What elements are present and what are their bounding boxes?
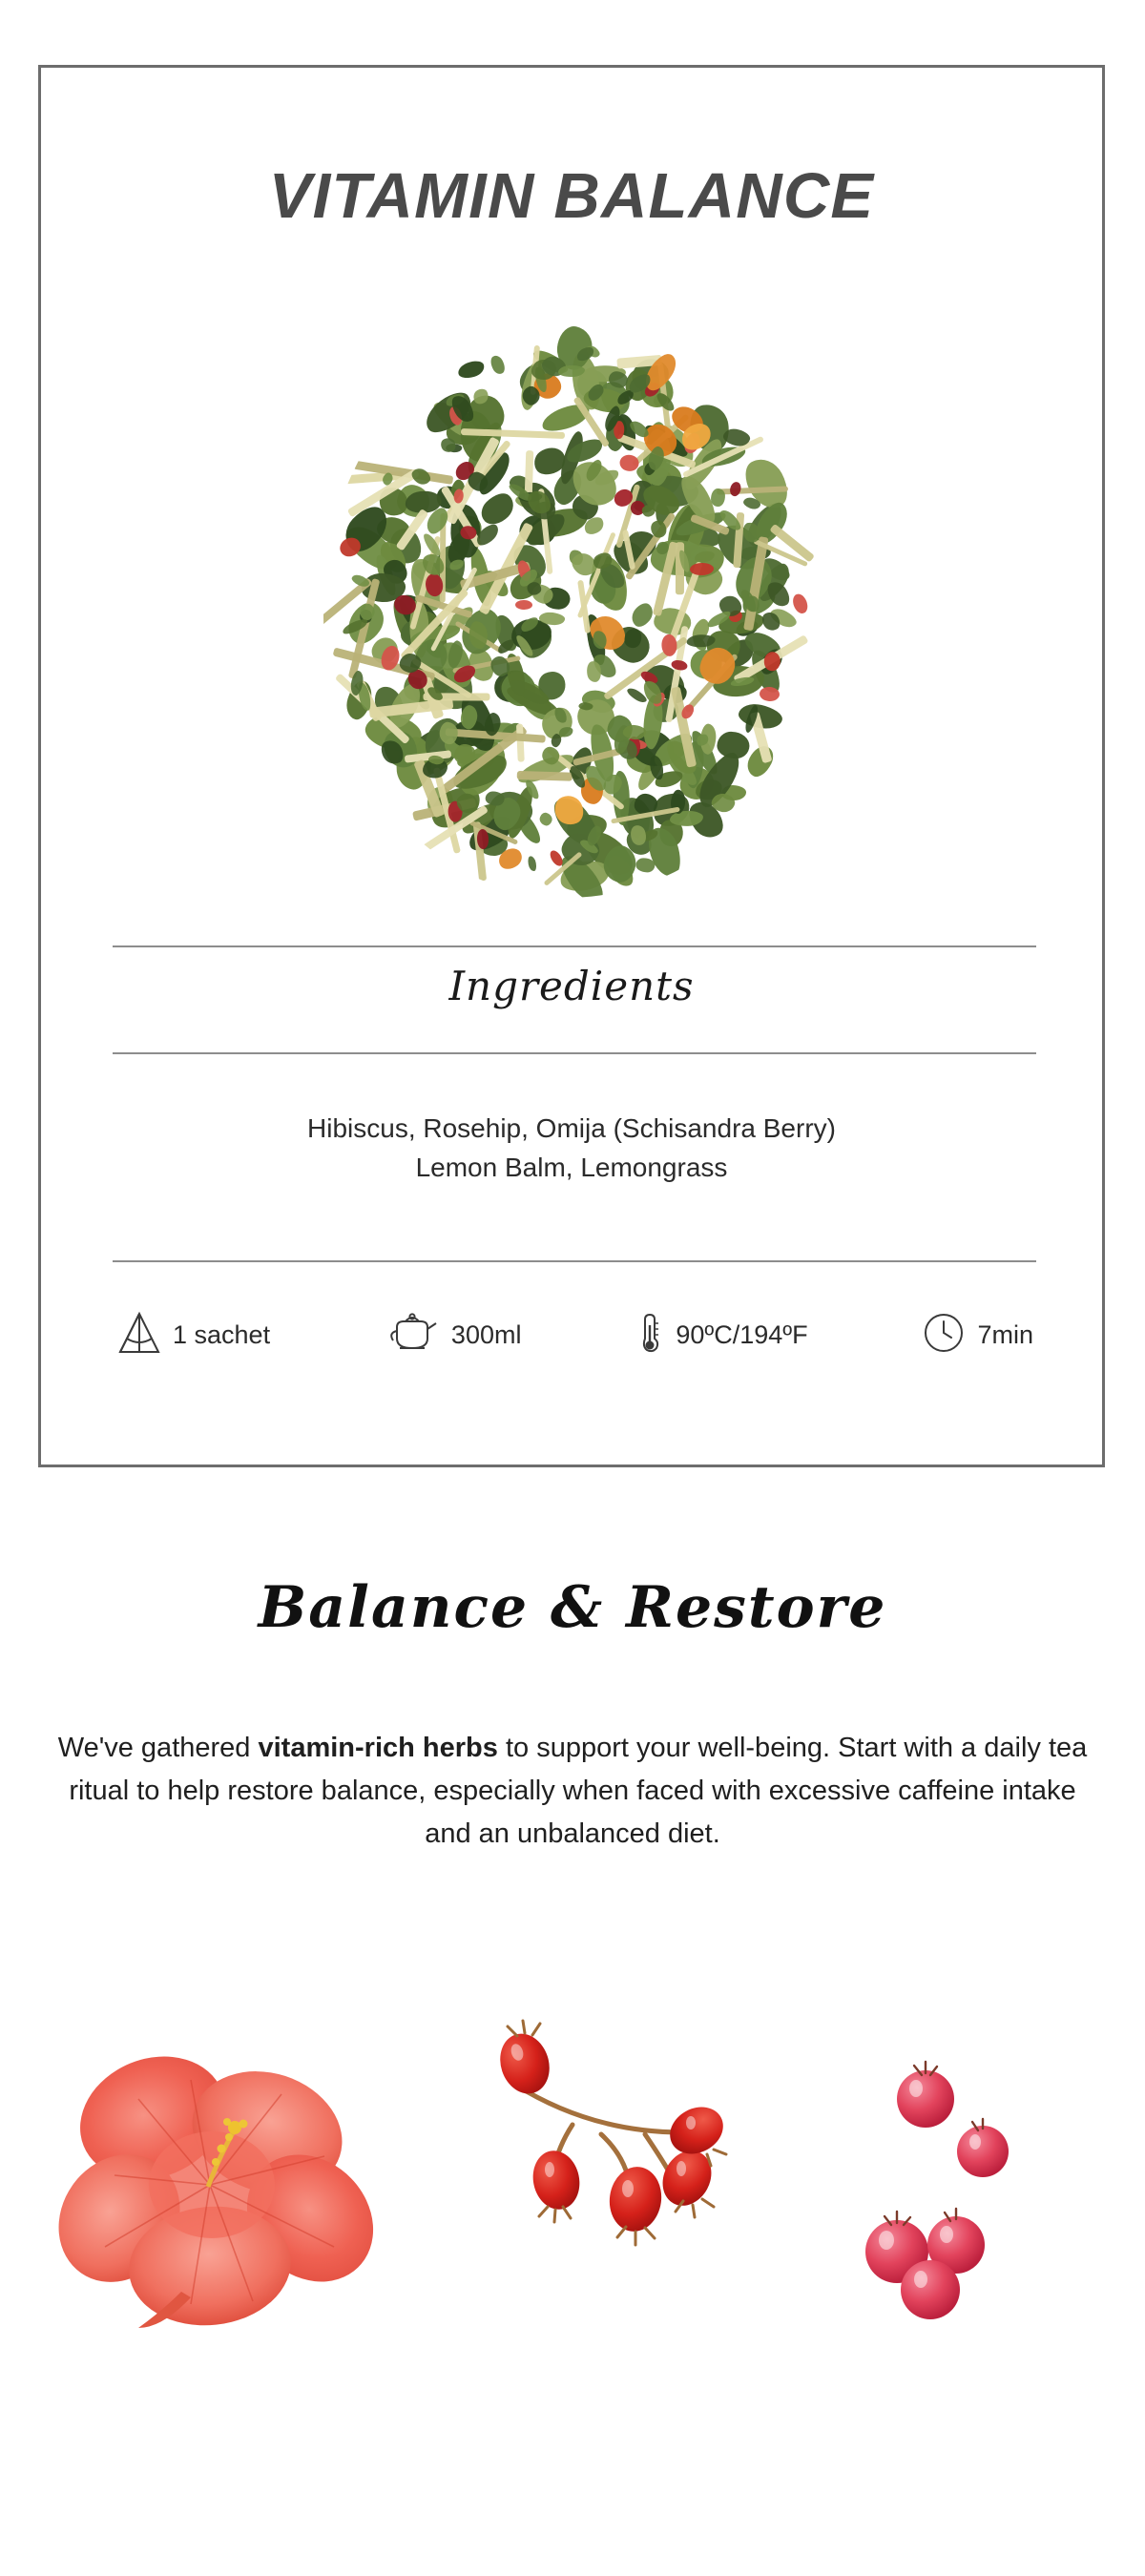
tea-leaf-fragment <box>791 592 810 615</box>
promo-body-part-2: to support your well-being. Start with a daily tea ritual to help restore balance, especially when faced with excessive caffeine intake and an unbalanced diet. <box>69 1733 1088 1849</box>
tea-leaf-fragment <box>538 812 553 827</box>
tea-leaf-fragment <box>488 354 508 377</box>
thermometer-icon <box>635 1310 664 1361</box>
brew-item-time <box>922 1310 1033 1361</box>
tea-leaf-fragment <box>759 686 780 701</box>
tea-leaf-fragment <box>515 600 532 610</box>
hibiscus-flower-illustration <box>48 2042 410 2361</box>
tea-leaf-fragment <box>516 771 572 781</box>
promo-body <box>57 1727 1088 1856</box>
tea-blend-photo <box>304 306 839 917</box>
teapot-icon <box>385 1310 440 1361</box>
divider-top <box>113 945 1036 947</box>
brew-item-volume <box>385 1310 522 1361</box>
product-card <box>38 65 1105 1467</box>
divider-bottom <box>113 1260 1036 1262</box>
tea-leaf-fragment <box>763 652 781 672</box>
brew-item-temperature <box>635 1310 807 1361</box>
promo-body-part-1: We've gathered <box>57 1733 259 1763</box>
tea-leaf-fragment <box>628 600 658 631</box>
tea-leaf-fragment <box>636 858 656 872</box>
ingredients-line-1: Hibiscus, Rosehip, Omija (Schisandra Berry) <box>307 1113 836 1143</box>
tea-blend-disc <box>323 325 820 898</box>
brew-item-sachet <box>117 1310 270 1361</box>
ingredients-line-2: Lemon Balm, Lemongrass <box>415 1152 728 1182</box>
promo-body-bold: vitamin-rich herbs <box>258 1733 498 1763</box>
brewing-instructions <box>117 1310 1033 1361</box>
tea-leaf-fragment <box>619 454 639 471</box>
brew-label-volume: 300ml <box>450 1320 522 1349</box>
tea-leaf-fragment <box>729 481 742 498</box>
brew-label-time: 7min <box>977 1320 1033 1349</box>
brew-label-temperature: 90ºC/194ºF <box>676 1320 808 1349</box>
tea-leaf-fragment <box>515 723 524 762</box>
tea-leaf-fragment <box>456 359 486 381</box>
tea-sachet-icon <box>117 1310 161 1361</box>
botanical-illustrations <box>0 1984 1145 2481</box>
ingredients-heading: Ingredients <box>448 963 695 1009</box>
red-berries-illustration <box>840 2056 1059 2347</box>
divider-middle <box>113 1052 1036 1054</box>
ingredients-list <box>41 1110 1102 1187</box>
clock-icon <box>922 1310 966 1361</box>
page-title: VITAMIN BALANCE <box>268 160 875 232</box>
promo-heading: Balance & Restore <box>258 1574 887 1641</box>
tea-leaf-fragment <box>527 855 537 871</box>
brew-label-sachet: 1 sachet <box>173 1320 271 1349</box>
tea-leaf-fragment <box>711 488 725 508</box>
rosehip-branch-illustration <box>458 2018 782 2299</box>
